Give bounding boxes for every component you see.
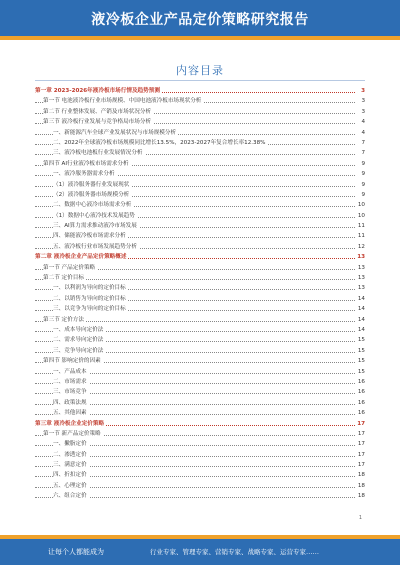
toc-entry-page: 18	[356, 481, 365, 491]
toc-entry[interactable]	[35, 273, 365, 283]
toc-entry[interactable]	[35, 481, 365, 491]
toc-entry-page: 4	[359, 128, 365, 138]
toc-entry-text: 五、心理定价	[53, 481, 89, 491]
toc-entry[interactable]	[35, 346, 365, 356]
toc-entry[interactable]	[35, 221, 365, 231]
toc-entry-text: 三、满意定价	[53, 460, 89, 470]
page-number: 1	[358, 515, 362, 521]
toc-entry[interactable]	[35, 211, 365, 221]
toc-entry[interactable]	[35, 252, 365, 262]
toc-heading: 内容目录	[176, 64, 224, 77]
toc-entry-text: 三、以竞争为导向的定价目标	[53, 304, 128, 314]
toc-entry-page: 14	[356, 304, 365, 314]
toc-entry-page: 9	[359, 190, 365, 200]
toc-entry-page: 4	[359, 117, 365, 127]
toc-entry[interactable]	[35, 377, 365, 387]
toc-entry[interactable]	[35, 304, 365, 314]
footer-slogan: 让每个人都能成为	[48, 548, 104, 556]
toc-entry-text: 第四节 AI行业液冷板市场需求分析	[43, 159, 131, 169]
toc-entry[interactable]	[35, 335, 365, 345]
toc-entry-page: 10	[356, 211, 365, 221]
toc-entry-page: 3	[359, 96, 365, 106]
toc-entry-page: 11	[356, 231, 365, 241]
toc-entry-page: 15	[356, 335, 365, 345]
table-of-contents	[35, 86, 365, 502]
toc-entry-page: 13	[356, 263, 365, 273]
toc-entry[interactable]	[35, 315, 365, 325]
toc-entry-text: 四、储能液冷板市场需求分析	[53, 231, 128, 241]
toc-entry-page: 16	[356, 377, 365, 387]
toc-entry-text: 二、以销售为导向的定价目标	[53, 294, 128, 304]
toc-entry-text: 二、数据中心液冷市场需求分析	[53, 200, 133, 210]
toc-entry-page: 13	[355, 252, 365, 262]
toc-entry-page: 17	[356, 460, 365, 470]
report-title: 液冷板企业产品定价策略研究报告	[91, 12, 309, 28]
toc-entry-page: 15	[356, 367, 365, 377]
toc-entry[interactable]	[35, 180, 365, 190]
toc-entry-text: 四、政策法规	[53, 398, 89, 408]
toc-entry-page: 16	[356, 408, 365, 418]
toc-entry-page: 18	[356, 491, 365, 501]
toc-entry-text: （1）数据中心液冷技术发展趋势	[53, 211, 137, 221]
toc-entry-text: 第三节 定价方法	[43, 315, 86, 325]
toc-entry-page: 17	[356, 450, 365, 460]
toc-entry[interactable]	[35, 159, 365, 169]
toc-entry-page: 17	[355, 419, 365, 429]
toc-entry-text: 六、组合定价	[53, 491, 89, 501]
toc-entry-page: 9	[359, 159, 365, 169]
toc-entry-page: 17	[356, 429, 365, 439]
toc-entry-text: 一、以利润为导向的定价目标	[53, 283, 128, 293]
page-footer	[0, 539, 400, 565]
toc-entry[interactable]	[35, 460, 365, 470]
toc-entry-page: 14	[356, 315, 365, 325]
toc-entry-text: 一、新能源汽车全球产业发展状况与市场规模分析	[53, 128, 178, 138]
toc-entry-text: 一、液冷服务器需求分析	[53, 169, 117, 179]
toc-entry[interactable]	[35, 470, 365, 480]
toc-entry-text: 二、2022年全球液冷板市场规模同比增长13.5%，2023-2027年复合增长率12.38%	[53, 138, 267, 148]
header-accent-stripe	[0, 36, 400, 40]
toc-entry-text: 二、需求导向定价法	[53, 335, 105, 345]
toc-entry[interactable]	[35, 128, 365, 138]
page-header	[0, 0, 400, 36]
toc-entry-text: 四、折扣定价	[53, 470, 89, 480]
toc-entry-text: 第四节 影响定价的因素	[43, 356, 103, 366]
toc-entry-text: 五、其他因素	[53, 408, 89, 418]
toc-entry-text: 三、AI算力需求推动液冷市场发展	[53, 221, 139, 231]
toc-entry-text: 三、液冷板电池板行业发展情况分析	[53, 148, 145, 158]
toc-entry[interactable]	[35, 429, 365, 439]
toc-entry[interactable]	[35, 398, 365, 408]
toc-entry-text: 第一节 电池液冷板行业市场规模、中国电池液冷板市场现状分析	[43, 96, 203, 106]
toc-entry[interactable]	[35, 117, 365, 127]
toc-entry-text: 一、成本导向定价法	[53, 325, 105, 335]
toc-divider	[35, 80, 365, 81]
toc-entry-page: 18	[356, 470, 365, 480]
toc-entry[interactable]	[35, 107, 365, 117]
toc-entry-page: 13	[356, 283, 365, 293]
toc-entry-page: 3	[359, 107, 365, 117]
toc-entry[interactable]	[35, 408, 365, 418]
toc-entry[interactable]	[35, 96, 365, 106]
toc-entry-page: 16	[356, 387, 365, 397]
toc-entry-page: 13	[356, 273, 365, 283]
toc-entry-text: 一、撇脂定价	[53, 439, 89, 449]
toc-entry-page: 9	[359, 169, 365, 179]
footer-roles: 行业专家、管理专家、营销专家、战略专家、运营专家……	[150, 548, 319, 556]
toc-entry-page: 3	[359, 86, 365, 96]
toc-entry-page: 9	[359, 180, 365, 190]
toc-entry-text: 三、竞争导向定价法	[53, 346, 105, 356]
toc-entry-page: 14	[356, 325, 365, 335]
toc-entry-text: 第一节 新产品定价策略	[43, 429, 103, 439]
toc-entry[interactable]	[35, 450, 365, 460]
toc-entry[interactable]	[35, 86, 365, 96]
toc-entry-text: （2）液冷服务器市场规模分析	[53, 190, 131, 200]
toc-entry-text: 第二节 行业整体发展、产销及市场状况分析	[43, 107, 153, 117]
toc-entry[interactable]	[35, 491, 365, 501]
toc-entry-page: 7	[359, 138, 365, 148]
toc-entry[interactable]	[35, 367, 365, 377]
toc-entry-text: 第三章 液冷板企业定价策略	[35, 419, 106, 429]
toc-entry-text: 一、产品成本	[53, 367, 89, 377]
toc-entry-text: 第三节 液冷板行业发展与竞争格局市场分析	[43, 117, 153, 127]
toc-entry[interactable]	[35, 439, 365, 449]
toc-entry-text: 第一章 2023-2026年液冷板市场行情及趋势预测	[35, 86, 162, 96]
toc-entry-page: 7	[359, 148, 365, 158]
toc-entry[interactable]	[35, 294, 365, 304]
toc-entry-page: 15	[356, 346, 365, 356]
toc-entry-text: 三、市场竞争	[53, 387, 89, 397]
toc-entry[interactable]	[35, 387, 365, 397]
toc-entry[interactable]	[35, 138, 365, 148]
toc-entry-page: 15	[356, 356, 365, 366]
toc-entry[interactable]	[35, 283, 365, 293]
toc-entry-page: 12	[356, 242, 365, 252]
toc-entry-text: 五、液冷板行业市场发展趋势分析	[53, 242, 139, 252]
toc-entry[interactable]	[35, 263, 365, 273]
toc-entry[interactable]	[35, 190, 365, 200]
toc-entry[interactable]	[35, 200, 365, 210]
toc-entry-page: 11	[356, 221, 365, 231]
toc-entry-text: 二、市场需求	[53, 377, 89, 387]
toc-entry[interactable]	[35, 419, 365, 429]
toc-entry-text: 第二节 定价目标	[43, 273, 86, 283]
toc-entry[interactable]	[35, 242, 365, 252]
toc-entry[interactable]	[35, 356, 365, 366]
toc-entry-page: 17	[356, 439, 365, 449]
toc-entry-text: 第一节 产品定价策略	[43, 263, 97, 273]
toc-entry-text: （1）液冷服务器行业发展现状	[53, 180, 131, 190]
toc-entry-text: 第二章 液冷板企业产品定价策略概述	[35, 252, 128, 262]
toc-entry-page: 10	[356, 200, 365, 210]
toc-entry[interactable]	[35, 325, 365, 335]
toc-entry[interactable]	[35, 148, 365, 158]
toc-entry-text: 二、渗透定价	[53, 450, 89, 460]
toc-entry-page: 14	[356, 294, 365, 304]
toc-entry[interactable]	[35, 231, 365, 241]
toc-entry[interactable]	[35, 169, 365, 179]
toc-entry-page: 16	[356, 398, 365, 408]
